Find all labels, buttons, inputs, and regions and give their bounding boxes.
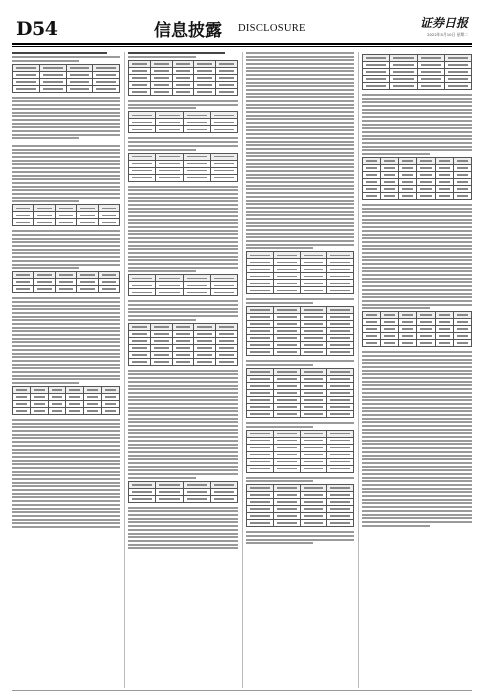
data-table (12, 386, 120, 415)
column-3 (246, 52, 354, 688)
data-table (12, 64, 120, 93)
data-table (246, 368, 354, 418)
column-2 (128, 52, 238, 688)
section-title: 信息披露 (154, 21, 222, 41)
header-rule (12, 43, 472, 45)
column-1 (12, 52, 120, 688)
section-title-en: DISCLOSURE (238, 23, 306, 34)
data-table (12, 271, 120, 293)
data-table (128, 323, 238, 366)
data-table (128, 481, 238, 503)
newspaper-masthead: 证券日报 (419, 16, 468, 30)
data-table (246, 306, 354, 356)
edition-meta: 2022年5月10日 星期二 (427, 32, 468, 37)
data-table (246, 430, 354, 473)
data-table (128, 60, 238, 96)
data-table (128, 274, 238, 296)
column-4 (362, 52, 472, 688)
header-rule-thin (12, 46, 472, 47)
footer-rule (12, 690, 472, 691)
page-number: D54 (16, 18, 58, 40)
data-table (246, 251, 354, 294)
data-table (128, 153, 238, 182)
page-header (12, 14, 472, 42)
data-table (362, 54, 472, 90)
data-table (128, 111, 238, 133)
data-table (362, 157, 472, 200)
data-table (12, 204, 120, 226)
data-table (246, 484, 354, 527)
data-table (362, 311, 472, 347)
